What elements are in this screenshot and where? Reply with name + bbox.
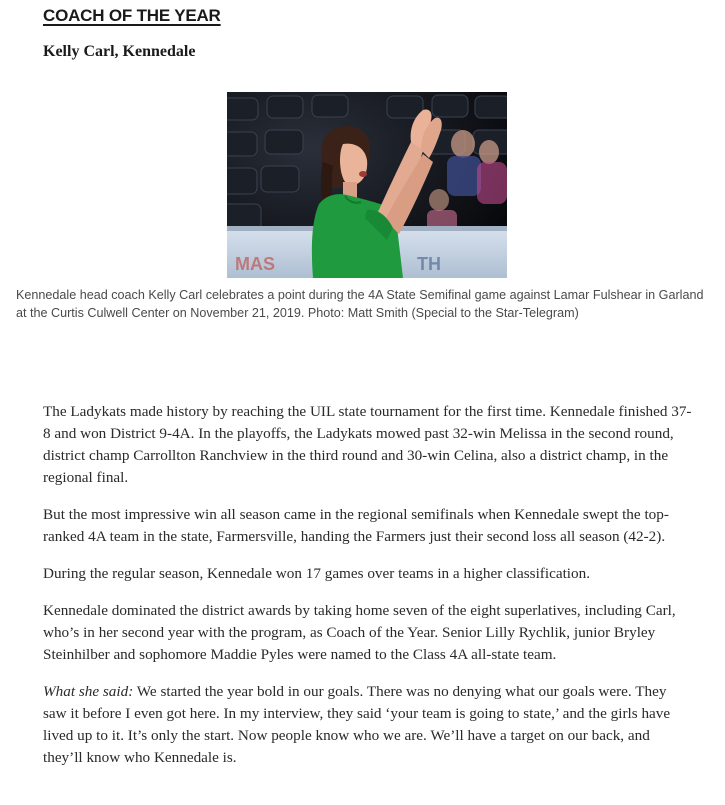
section-heading: COACH OF THE YEAR xyxy=(43,6,221,25)
honoree-name: Kelly Carl, Kennedale xyxy=(43,43,196,60)
svg-text:MAS: MAS xyxy=(235,254,275,274)
article-body xyxy=(43,401,693,784)
article-paragraph: During the regular season, Kennedale won 17 games over teams in a higher classification. xyxy=(43,565,590,582)
coach-photo xyxy=(227,92,507,278)
article-paragraph: The Ladykats made history by reaching the UIL state tournament for the first time. Kennedale finished 37-8 and won District 9-4A. In the playoffs, the Ladykats mowed past 32-win Melissa in the second round, district champ Carrollton Ranchview in the third round and 30-win Celina, also a district champ, in the regional final. xyxy=(43,403,692,486)
photo-caption: Kennedale head coach Kelly Carl celebrates a point during the 4A State Semifinal game against Lamar Fulshear in Garland at the Curtis Culwell Center on November 21, 2019. Photo: Matt Smith (Special to the Star-Telegram) xyxy=(16,288,704,320)
quote-paragraph xyxy=(43,681,693,769)
article-paragraph: Kennedale dominated the district awards by taking home seven of the eight superlatives, including Carl, who’s in her second year with the program, as Coach of the Year. Senior Lilly Rychlik, junior Bryley Steinhilber and sophomore Maddie Pyles were named to the Class 4A all-state team. xyxy=(43,602,676,663)
quote-text: We started the year bold in our goals. There was no denying what our goals were. They saw it before I even got here. In my interview, they said ‘your team is going to state,’ and the girls have lived up to it. It’s only the start. Now people know who we are. We’ll have a target on our back, and they’ll know who Kennedale is. xyxy=(43,683,671,766)
svg-text:TH: TH xyxy=(417,254,441,274)
coach-photo-illustration xyxy=(227,92,507,278)
quote-label: What she said: xyxy=(43,683,134,700)
article-paragraph: But the most impressive win all season came in the regional semifinals when Kennedale swept the top-ranked 4A team in the state, Farmersville, handing the Farmers just their second loss all season (42-2). xyxy=(43,506,669,545)
